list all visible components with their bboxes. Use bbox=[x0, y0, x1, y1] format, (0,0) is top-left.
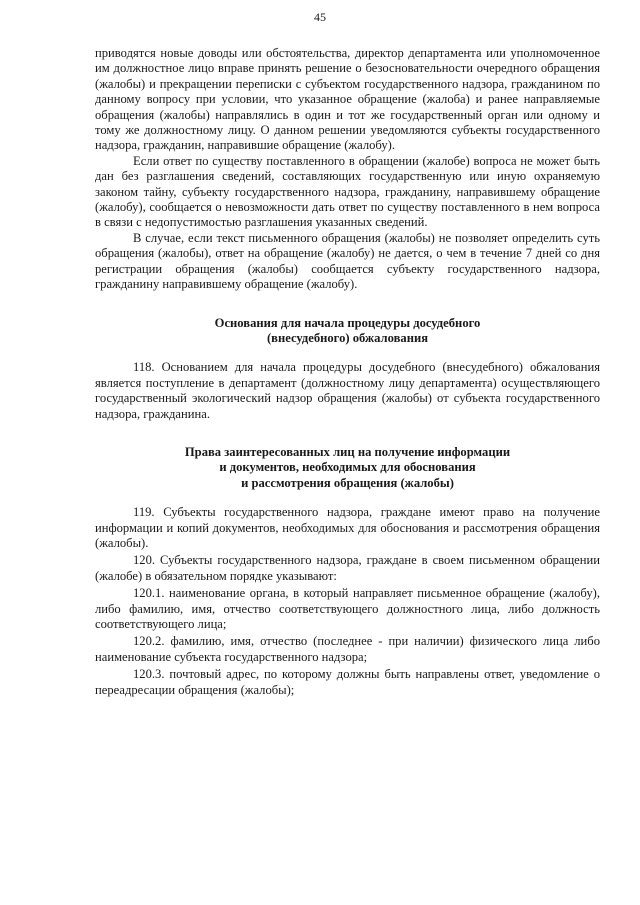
section-heading-grounds-line1: Основания для начала процедуры досудебного bbox=[214, 315, 481, 330]
paragraph-unreadable-text: В случае, если текст письменного обращения (жалобы) не позволяет определить суть обращения (жалобы), ответ на обращение (жалобу) не дается, о чем в течение 7 дней со дня регистрации обращения (жалобы) сообщается субъекту государственного надзора, гражданину направившему обращение (жалобу). bbox=[95, 230, 600, 292]
section-heading-rights-line3: и рассмотрения обращения (жалобы) bbox=[241, 475, 454, 490]
paragraph-120-3: 120.3. почтовый адрес, по которому должны быть направлены ответ, уведомление о переадресации обращения (жалобы); bbox=[95, 667, 600, 697]
paragraph-120: 120. Субъекты государственного надзора, граждане в своем письменном обращении (жалобе) в обязательном порядке указывают: bbox=[95, 553, 600, 583]
paragraph-120-1: 120.1. наименование органа, в который направляет письменное обращение (жалобу), либо фамилию, имя, отчество соответствующего должностного лица, либо должность соответствующего лица; bbox=[95, 586, 600, 631]
page-number: 45 bbox=[314, 10, 326, 24]
section-heading-rights-line2: и документов, необходимых для обоснования bbox=[219, 460, 476, 475]
paragraph-state-secret: Если ответ по существу поставленного в обращении (жалобе) вопроса не может быть дан без разглашения сведений, составляющих государственную или иную охраняемую законом тайну, субъекту государственного надзора, гражданину, направившему обращение (жалобу), сообщается о невозможности дать ответ по существу поставленного в нем вопроса в связи с недопустимостью разглашения указанных сведений. bbox=[95, 153, 600, 230]
paragraph-120-2: 120.2. фамилию, имя, отчество (последнее - при наличии) физического лица либо наименование субъекта государственного надзора; bbox=[95, 634, 600, 664]
section-heading-grounds-line2: (внесудебного) обжалования bbox=[266, 330, 429, 345]
section-heading-rights-line1: Права заинтересованных лиц на получение информации bbox=[184, 444, 511, 459]
paragraph-continuation: приводятся новые доводы или обстоятельства, директор департамента или уполномоченное им должностное лицо вправе принять решение о безосновательности очередного обращения (жалобы) и прекращении переписки с субъектом государственного надзора, гражданином по данному вопросу при условии, что указанное обращение (жалоба) и ранее направляемые обращения (жалобы) направлялись в один и тот же государственный орган или одному и тому же должностному лицу. О данном решении уведомляются субъекты государственного надзора, гражданин, направившие обращение (жалобу). bbox=[95, 46, 600, 153]
paragraph-119: 119. Субъекты государственного надзора, граждане имеют право на получение информации и копий документов, необходимых для обоснования и рассмотрения обращения (жалобы). bbox=[95, 505, 600, 550]
paragraph-118: 118. Основанием для начала процедуры досудебного (внесудебного) обжалования является поступление в департамент (должностному лицу департамента) осуществляющего государственный экологический надзор обращения (жалобы) от субъекта государственного надзора, гражданина. bbox=[95, 360, 600, 421]
document-body bbox=[95, 46, 600, 698]
